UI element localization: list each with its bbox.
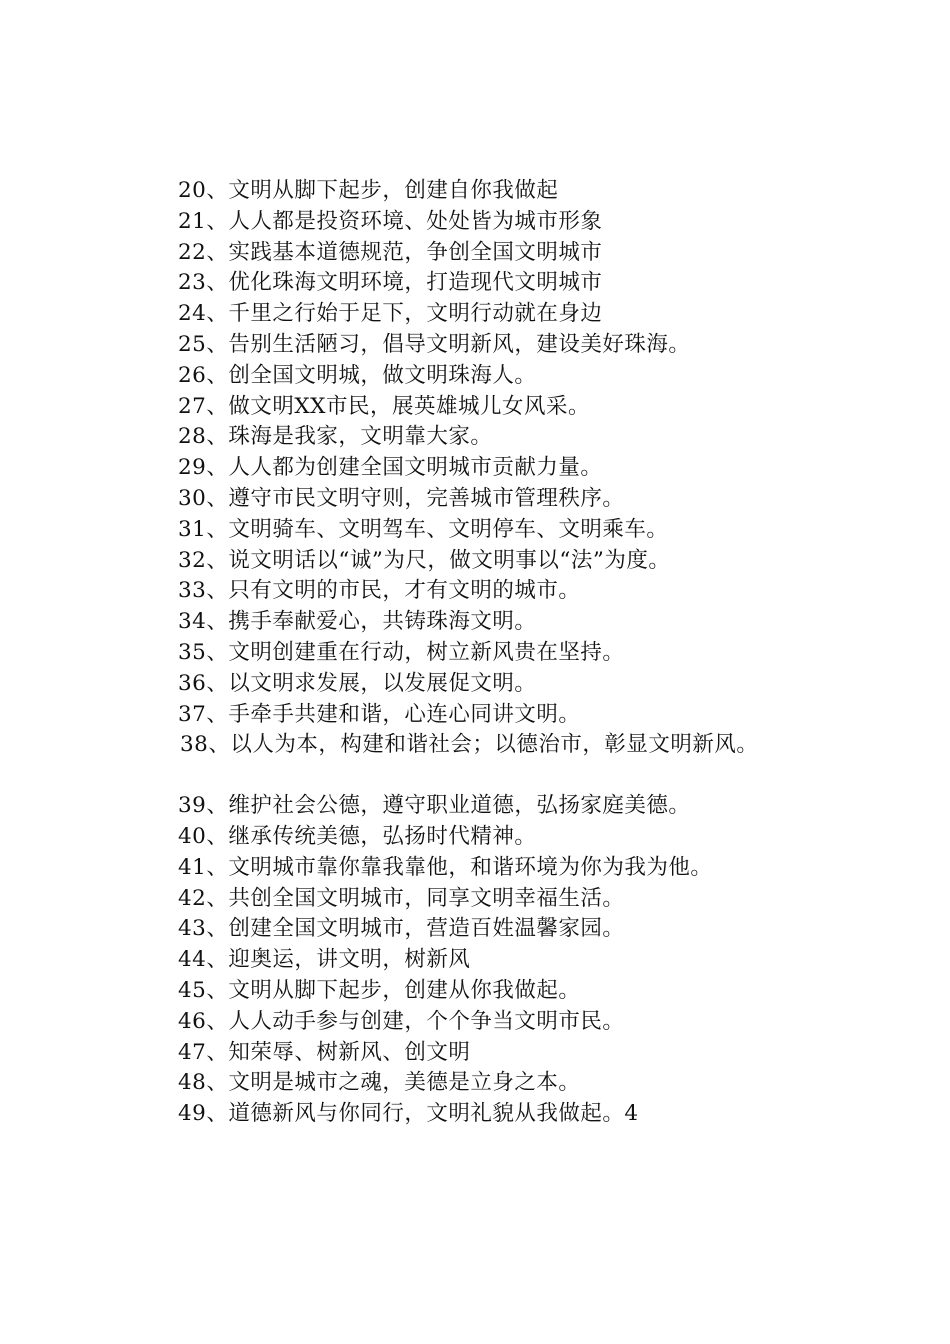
list-item: 40、继承传统美德，弘扬时代精神。 <box>178 823 537 849</box>
list-item: 28、珠海是我家，文明靠大家。 <box>178 424 493 450</box>
list-item: 37、手牵手共建和谐，心连心同讲文明。 <box>178 701 581 727</box>
list-item: 35、文明创建重在行动，树立新风贵在坚持。 <box>178 639 625 665</box>
list-item: 24、千里之行始于足下，文明行动就在身边 <box>178 301 603 327</box>
list-item: 20、文明从脚下起步，创建自你我做起 <box>178 178 559 203</box>
list-item: 34、携手奉献爱心，共铸珠海文明。 <box>178 609 537 635</box>
list-item: 30、遵守市民文明守则，完善城市管理秩序。 <box>178 485 625 511</box>
list-item: 41、文明城市靠你靠我靠他，和谐环境为你为我为他。 <box>178 854 713 880</box>
list-item: 49、道德新风与你同行，文明礼貌从我做起。4 <box>178 1101 639 1127</box>
list-item: 38、以人为本，构建和谐社会；以德治市，彰显文明新风。 <box>180 732 759 758</box>
list-item: 33、只有文明的市民，才有文明的城市。 <box>178 578 581 604</box>
list-item: 32、说文明话以“诚”为尺，做文明事以“法”为度。 <box>178 547 671 573</box>
list-item: 26、创全国文明城，做文明珠海人。 <box>178 362 537 388</box>
list-item: 21、人人都是投资环境、处处皆为城市形象 <box>178 208 603 234</box>
list-item: 42、共创全国文明城市，同享文明幸福生活。 <box>178 885 625 911</box>
paragraph-gap <box>178 761 938 791</box>
list-item: 25、告别生活陋习，倡导文明新风，建设美好珠海。 <box>178 331 691 357</box>
list-item: 47、知荣辱、树新风、创文明 <box>178 1039 471 1065</box>
list-item: 31、文明骑车、文明驾车、文明停车、文明乘车。 <box>178 516 669 542</box>
list-item: 45、文明从脚下起步，创建从你我做起。 <box>178 977 581 1003</box>
list-item: 22、实践基本道德规范，争创全国文明城市 <box>178 239 603 265</box>
slogan-list <box>178 176 938 1130</box>
list-item: 27、做文明XX市民，展英雄城儿女风采。 <box>178 393 590 419</box>
list-item: 48、文明是城市之魂，美德是立身之本。 <box>178 1070 581 1096</box>
list-item: 44、迎奥运，讲文明，树新风 <box>178 947 471 973</box>
list-item: 39、维护社会公德，遵守职业道德，弘扬家庭美德。 <box>178 793 691 819</box>
list-item: 36、以文明求发展，以发展促文明。 <box>178 670 537 696</box>
list-item: 23、优化珠海文明环境，打造现代文明城市 <box>178 270 603 296</box>
list-item: 43、创建全国文明城市，营造百姓温馨家园。 <box>178 916 625 942</box>
list-item: 46、人人动手参与创建，个个争当文明市民。 <box>178 1008 625 1034</box>
list-item: 29、人人都为创建全国文明城市贡献力量。 <box>178 455 603 481</box>
